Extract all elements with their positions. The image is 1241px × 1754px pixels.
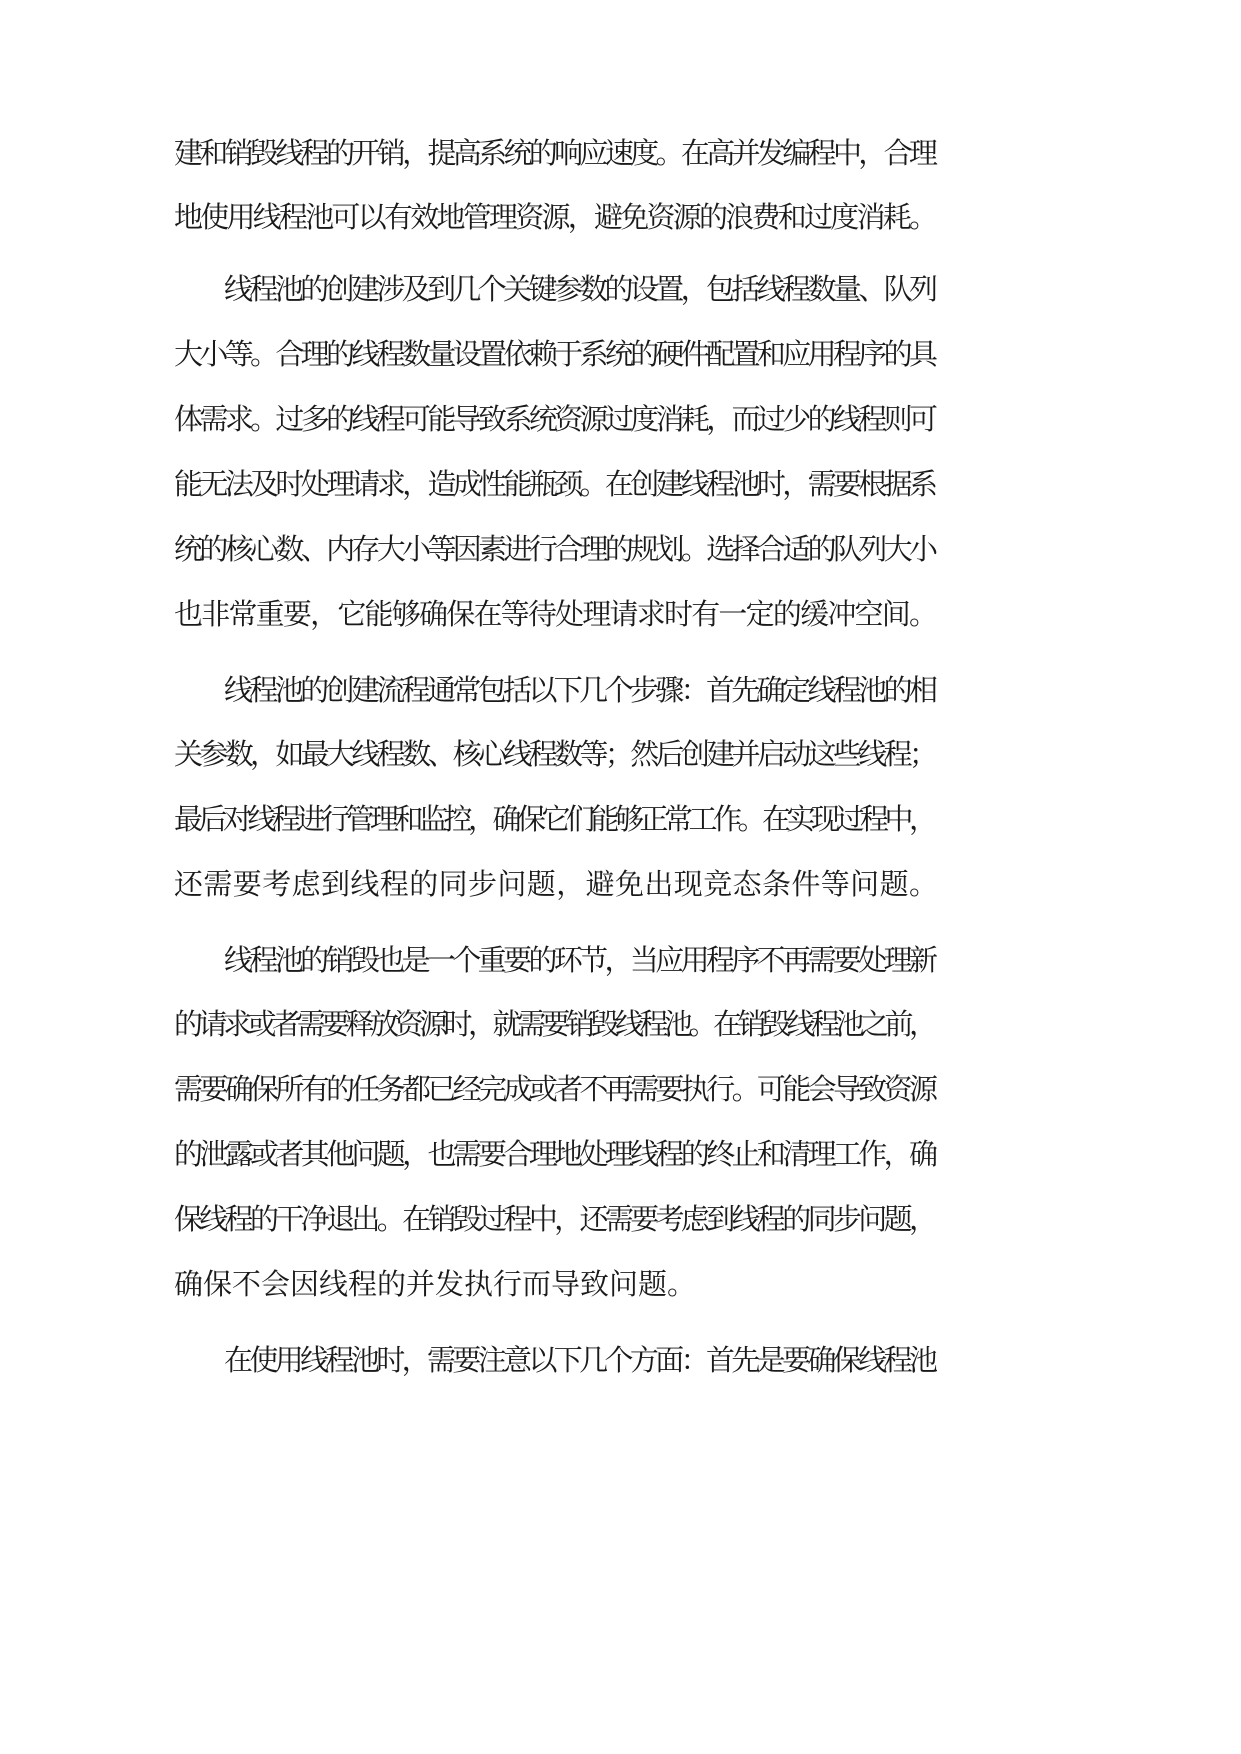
line-text: 最后对线程进行管理和监控，确保它们能够正常工作。在实现过程中， [174, 802, 934, 836]
line-text: 的请求或者需要释放资源时，就需要销毁线程池。在销毁线程池之前， [174, 1007, 934, 1041]
line-text: 大小等。合理的线程数量设置依赖于系统的硬件配置和应用程序的具 [174, 337, 935, 371]
text-line [0, 389, 1241, 449]
line-text: 体需求。过多的线程可能导致系统资源过度消耗，而过少的线程则可 [174, 402, 935, 436]
line-text: 建和销毁线程的开销，提高系统的响应速度。在高并发编程中，合理 [174, 136, 935, 170]
line-text: 线程池的创建涉及到几个关键参数的设置，包括线程数量、队列 [224, 272, 935, 306]
text-line [0, 454, 1241, 514]
text-line [0, 854, 1241, 914]
line-text: 关参数，如最大线程数、核心线程数等；然后创建并启动这些线程； [174, 737, 935, 771]
line-text: 能无法及时处理请求，造成性能瓶颈。在创建线程池时，需要根据系 [174, 467, 935, 501]
text-line [0, 1254, 1241, 1314]
line-text: 线程池的销毁也是一个重要的环节，当应用程序不再需要处理新 [224, 943, 935, 977]
line-text: 在使用线程池时，需要注意以下几个方面：首先是要确保线程池 [224, 1343, 935, 1377]
text-line [0, 187, 1241, 247]
text-line [0, 1124, 1241, 1184]
text-line [0, 259, 1241, 319]
text-line [0, 324, 1241, 384]
text-line [0, 584, 1241, 644]
text-line [0, 1330, 1241, 1390]
line-text: 还需要考虑到线程的同步问题，避免出现竞态条件等问题。 [174, 867, 939, 901]
text-line [0, 1189, 1241, 1249]
line-text: 确保不会因线程的并发执行而导致问题。 [174, 1267, 697, 1301]
text-line [0, 519, 1241, 579]
text-line [0, 789, 1241, 849]
line-text: 线程池的创建流程通常包括以下几个步骤：首先确定线程池的相 [224, 673, 935, 707]
line-text: 统的核心数、内存大小等因素进行合理的规划。选择合适的队列大小 [174, 532, 935, 566]
line-text: 地使用线程池可以有效地管理资源，避免资源的浪费和过度消耗。 [174, 200, 936, 234]
text-line [0, 660, 1241, 720]
text-line [0, 123, 1241, 183]
line-text: 也非常重要，它能够确保在等待处理请求时有一定的缓冲空间。 [174, 597, 937, 631]
text-line [0, 930, 1241, 990]
text-line [0, 1059, 1241, 1119]
line-text: 的泄露或者其他问题，也需要合理地处理线程的终止和清理工作，确 [174, 1137, 935, 1171]
line-text: 保线程的干净退出。在销毁过程中，还需要考虑到线程的同步问题， [174, 1202, 935, 1236]
text-line [0, 994, 1241, 1054]
line-text: 需要确保所有的任务都已经完成或者不再需要执行。可能会导致资源 [174, 1072, 935, 1106]
text-line [0, 724, 1241, 784]
